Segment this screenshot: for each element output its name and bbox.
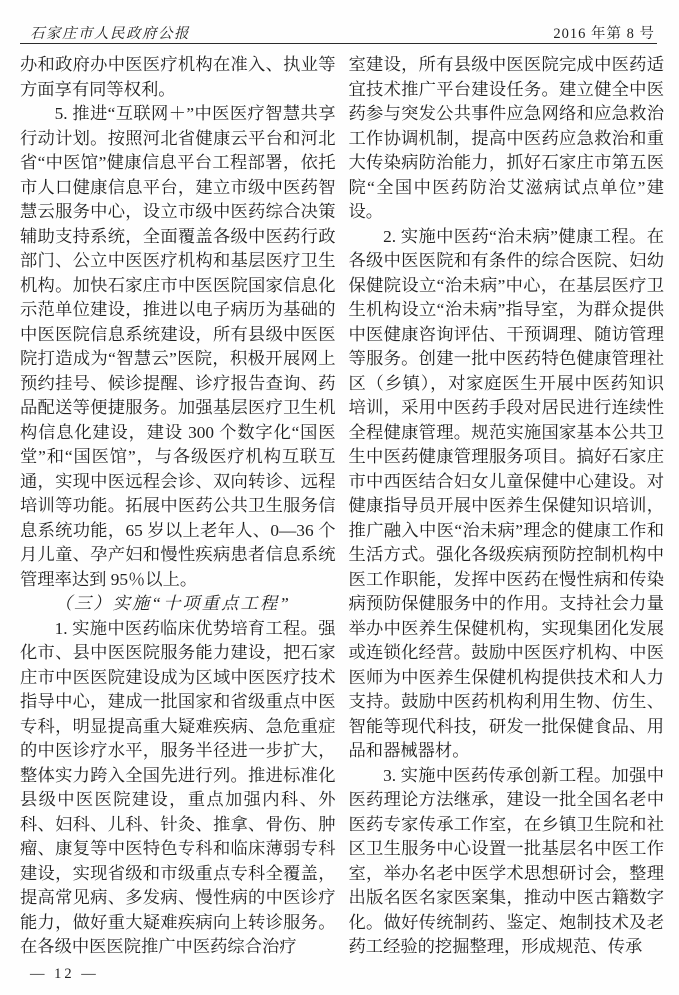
issue-number: 2016 年第 8 号 [553, 26, 655, 42]
paragraph-item-3: 3. 实施中医药传承创新工程。加强中医药理论方法继承，建设一批全国名老中医药专家传承工作室，在乡镇卫生院和社区卫生服务中心设置一批基层名中医工作室，举办名老中医学术思想研讨会，整理出版名医名家医案集，推动中医古籍数字化。做好传统制药、鉴定、炮制技术及老药工经验的挖掘整理，形成规范、传承 [348, 765, 664, 956]
page-footer [30, 966, 99, 983]
left-column [20, 53, 336, 967]
gazette-title: 石家庄市人民政府公报 [30, 26, 190, 42]
paragraph-continuation: 办和政府办中医医疗机构在准入、执业等方面享有同等权利。 [20, 55, 336, 99]
page-header [30, 22, 655, 43]
page-number: — 12 — [30, 966, 99, 982]
paragraph-item-2: 2. 实施中医药“治未病”健康工程。在各级中医医院和有条件的综合医院、妇幼保健院设立“治未病”中心，在基层医疗卫生机构设立“治未病”指导室，为群众提供中医健康咨询评估、干预调理、随访管理等服务。创建一批中医药特色健康管理社区（乡镇），对家庭医生开展中医药知识培训，采用中医药手段对居民进行连续性全程健康管理。规范实施国家基本公共卫生中医药健康管理服务项目。搞好石家庄市中西医结合妇女儿童保健中心建设。对健康指导员开展中医养生保健知识培训，推广融入中医“治未病”理念的健康工作和生活方式。强化各级疾病预防控制机构中医工作职能，发挥中医药在慢性病和传染病预防保健服务中的作用。支持社会力量举办中医养生保健机构，实现集团化发展或连锁化经营。鼓励中医医疗机构、中医医师为中医养生保健机构提供技术和人力支持。鼓励中医药机构利用生物、仿生、智能等现代科技，研发一批保健食品、用品和器械器材。 [348, 226, 664, 760]
header-rule [20, 43, 657, 44]
paragraph-item-5: 5. 推进“互联网＋”中医医疗智慧共享行动计划。按照河北省健康云平台和河北省“中医馆”健康信息平台工程部署，依托市人口健康信息平台，建立市级中医药智慧云服务中心，设立市级中医药综合决策辅助支持系统，全面覆盖各级中医药行政部门、公立中医医疗机构和基层医疗卫生机构。加快石家庄市中医医院国家信息化示范单位建设，推进以电子病历为基础的中医医院信息系统建设，所有县级中医医院打造成为“智慧云”医院，积极开展网上预约挂号、候诊提醒、诊疗报告查询、药品配送等便捷服务。加强基层医疗卫生机构信息化建设，建设 300 个数字化“国医堂”和“国医馆”，与各级医疗机构互联互通，实现中医远程会诊、双向转诊、远程培训等功能。拓展中医药公共卫生服务信息系统功能，65 岁以上老年人、0—36 个月儿童、孕产妇和慢性疾病患者信息系统管理率达到 95％以上。 [20, 104, 336, 589]
content-columns [20, 53, 664, 967]
paragraph-item-1: 1. 实施中医药临床优势培育工程。强化市、县中医医院服务能力建设，把石家庄市中医医院建设成为区域中医医疗技术指导中心，建成一批国家和省级重点中医专科，明显提高重大疑难疾病、急危重症的中医诊疗水平，服务半径进一步扩大，整体实力跨入全国先进行列。推进标准化县级中医医院建设，重点加强内科、外科、妇科、儿科、针灸、推拿、骨伤、肿瘤、康复等中医特色专科和临床薄弱专科建设，实现省级和市级重点专科全覆盖，提高常见病、多发病、慢性病的中医诊疗能力，做好重大疑难疾病向上转诊服务。在各级中医医院推广中医药综合治疗 [20, 618, 336, 956]
paragraph-continuation: 室建设，所有县级中医医院完成中医药适宜技术推广平台建设任务。建立健全中医药参与突发公共事件应急网络和应急救治工作协调机制，提高中医药应急救治和重大传染病防治能力，抓好石家庄市第五医院“全国中医药防治艾滋病试点单位”建设。 [348, 55, 664, 221]
right-column [349, 53, 665, 967]
section-heading: （三）实施“十项重点工程” [54, 594, 291, 613]
